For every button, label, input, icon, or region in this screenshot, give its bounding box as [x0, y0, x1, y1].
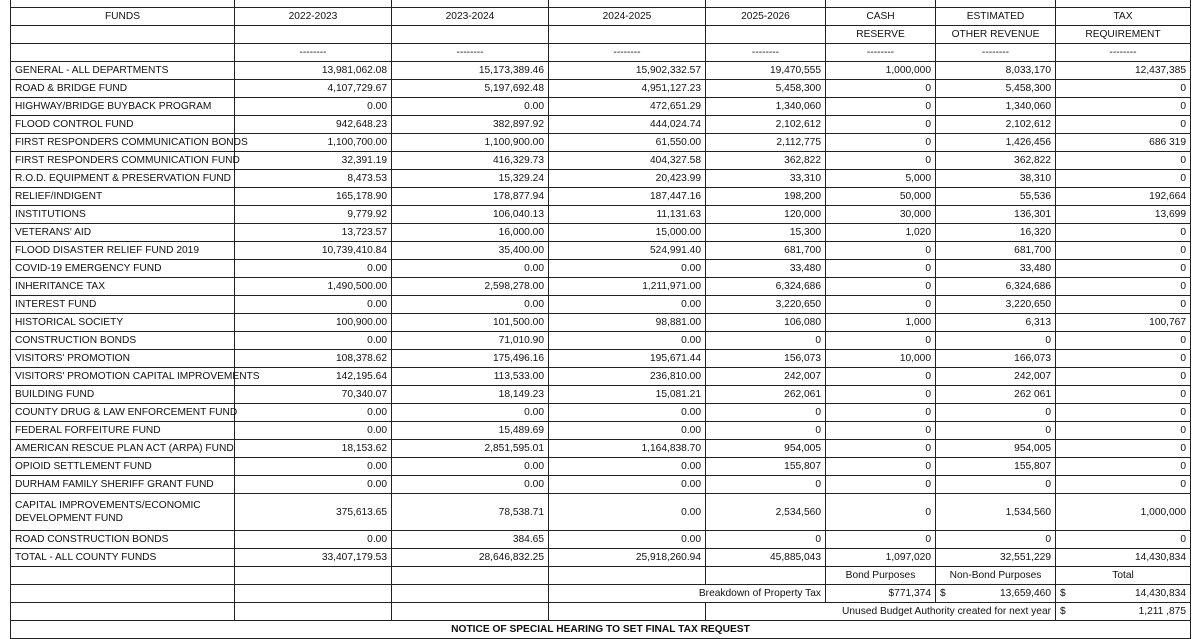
expense-2023-2024: 2,851,595.01 — [392, 440, 549, 458]
fund-name: FEDERAL FORFEITURE FUND — [11, 422, 235, 440]
header-row-1 — [11, 8, 1191, 26]
expense-2024-2025: 61,550.00 — [549, 134, 706, 152]
tax-requirement: 0 — [1056, 386, 1191, 404]
breakdown-header-row — [11, 567, 1191, 585]
unused-budget-row — [11, 603, 1191, 621]
table-row — [11, 494, 1191, 531]
dash-divider: -------- — [392, 44, 549, 62]
other-revenue: 954,005 — [936, 440, 1056, 458]
cash-reserve: 0 — [826, 80, 936, 98]
table-row — [11, 350, 1191, 368]
budget-2025-2026: 198,200 — [706, 188, 826, 206]
header-necessary — [826, 0, 936, 8]
tax-requirement: 12,437,385 — [1056, 62, 1191, 80]
other-revenue: 38,310 — [936, 170, 1056, 188]
expense-2022-2023: 942,648.23 — [235, 116, 392, 134]
other-revenue: 1,340,060 — [936, 98, 1056, 116]
cash-reserve: 0 — [826, 458, 936, 476]
budget-2025-2026: 33,480 — [706, 260, 826, 278]
expense-2022-2023: 0.00 — [235, 404, 392, 422]
fund-name: VETERANS' AID — [11, 224, 235, 242]
expense-2023-2024: 175,496.16 — [392, 350, 549, 368]
expense-2024-2025: 25,918,260.94 — [549, 549, 706, 567]
other-revenue: 1,426,456 — [936, 134, 1056, 152]
tax-requirement: 0 — [1056, 278, 1191, 296]
budget-2025-2026: 2,112,775 — [706, 134, 826, 152]
breakdown-label: Breakdown of Property Tax — [549, 585, 826, 603]
header-year-2025: 2025-2026 — [706, 8, 826, 26]
other-revenue: 136,301 — [936, 206, 1056, 224]
fund-name: GENERAL - ALL DEPARTMENTS — [11, 62, 235, 80]
budget-document — [10, 0, 1190, 635]
expense-2024-2025: 0.00 — [549, 296, 706, 314]
table-row — [11, 458, 1191, 476]
budget-2025-2026: 0 — [706, 531, 826, 549]
dollar-sign: $ — [1060, 606, 1066, 617]
expense-2022-2023: 70,340.07 — [235, 386, 392, 404]
expense-2023-2024: 0.00 — [392, 476, 549, 494]
expense-2022-2023: 108,378.62 — [235, 350, 392, 368]
budget-2025-2026: 45,885,043 — [706, 549, 826, 567]
fund-name: CAPITAL IMPROVEMENTS/ECONOMIC DEVELOPMENT FUND — [11, 494, 235, 531]
cash-reserve: 1,020 — [826, 224, 936, 242]
cash-reserve: 0 — [826, 134, 936, 152]
fund-name: R.O.D. EQUIPMENT & PRESERVATION FUND — [11, 170, 235, 188]
header-dashes-row — [11, 44, 1191, 62]
expense-2024-2025: 0.00 — [549, 404, 706, 422]
header-cash: CASH — [826, 8, 936, 26]
expense-2024-2025: 15,902,332.57 — [549, 62, 706, 80]
table-row — [11, 206, 1191, 224]
tax-requirement: 0 — [1056, 440, 1191, 458]
other-revenue: 262 061 — [936, 386, 1056, 404]
fund-name: COUNTY DRUG & LAW ENFORCEMENT FUND — [11, 404, 235, 422]
non-bond-value: 13,659,460 — [1000, 588, 1051, 599]
fund-name: ROAD & BRIDGE FUND — [11, 80, 235, 98]
budget-2025-2026: 362,822 — [706, 152, 826, 170]
header-year-2022: 2022-2023 — [235, 8, 392, 26]
tax-requirement: 0 — [1056, 242, 1191, 260]
fund-name: OPIOID SETTLEMENT FUND — [11, 458, 235, 476]
table-row — [11, 332, 1191, 350]
other-revenue: 362,822 — [936, 152, 1056, 170]
expense-2024-2025: 15,081.21 — [549, 386, 706, 404]
expense-2023-2024: 2,598,278.00 — [392, 278, 549, 296]
expense-2024-2025: 444,024.74 — [549, 116, 706, 134]
other-revenue: 3,220,650 — [936, 296, 1056, 314]
expense-2022-2023: 8,473.53 — [235, 170, 392, 188]
cash-reserve: 0 — [826, 296, 936, 314]
fund-name: INTEREST FUND — [11, 296, 235, 314]
expense-2022-2023: 9,779.92 — [235, 206, 392, 224]
expense-2024-2025: 0.00 — [549, 332, 706, 350]
header-expense-1 — [235, 0, 392, 8]
budget-2025-2026: 33,310 — [706, 170, 826, 188]
header-expense-3 — [549, 0, 706, 8]
budget-2025-2026: 156,073 — [706, 350, 826, 368]
other-revenue: 0 — [936, 531, 1056, 549]
clipped-header-row — [11, 0, 1191, 8]
tax-requirement: 686 319 — [1056, 134, 1191, 152]
expense-2022-2023: 0.00 — [235, 98, 392, 116]
fund-name: VISITORS' PROMOTION CAPITAL IMPROVEMENTS — [11, 368, 235, 386]
expense-2024-2025: 11,131.63 — [549, 206, 706, 224]
fund-name: BUILDING FUND — [11, 386, 235, 404]
budget-2025-2026: 19,470,555 — [706, 62, 826, 80]
expense-2022-2023: 0.00 — [235, 332, 392, 350]
budget-2025-2026: 0 — [706, 422, 826, 440]
expense-2023-2024: 0.00 — [392, 404, 549, 422]
expense-2022-2023: 165,178.90 — [235, 188, 392, 206]
expense-2022-2023: 0.00 — [235, 296, 392, 314]
dash-divider: -------- — [826, 44, 936, 62]
table-row — [11, 549, 1191, 567]
expense-2024-2025: 0.00 — [549, 494, 706, 531]
bond-purposes-label: Bond Purposes — [826, 567, 936, 585]
table-row — [11, 314, 1191, 332]
fund-name: FIRST RESPONDERS COMMUNICATION BONDS — [11, 134, 235, 152]
cash-reserve: 0 — [826, 440, 936, 458]
expense-2022-2023: 100,900.00 — [235, 314, 392, 332]
total-value: 14,430,834 — [1135, 588, 1186, 599]
fund-name: ROAD CONSTRUCTION BONDS — [11, 531, 235, 549]
expense-2024-2025: 1,211,971.00 — [549, 278, 706, 296]
tax-requirement: 0 — [1056, 80, 1191, 98]
fund-name: DURHAM FAMILY SHERIFF GRANT FUND — [11, 476, 235, 494]
breakdown-row — [11, 585, 1191, 603]
table-row — [11, 476, 1191, 494]
expense-2024-2025: 4,951,127.23 — [549, 80, 706, 98]
notice-row — [11, 621, 1191, 639]
fund-name: FLOOD DISASTER RELIEF FUND 2019 — [11, 242, 235, 260]
header-year-2023: 2023-2024 — [392, 8, 549, 26]
header-estimated: ESTIMATED — [936, 8, 1056, 26]
expense-2022-2023: 0.00 — [235, 422, 392, 440]
expense-2023-2024: 5,197,692.48 — [392, 80, 549, 98]
unused-budget-cell — [1056, 603, 1191, 621]
header-requirement: REQUIREMENT — [1056, 26, 1191, 44]
non-bond-cell — [936, 585, 1056, 603]
table-row — [11, 152, 1191, 170]
other-revenue: 33,480 — [936, 260, 1056, 278]
non-bond-purposes-label: Non-Bond Purposes — [936, 567, 1056, 585]
expense-2023-2024: 101,500.00 — [392, 314, 549, 332]
expense-2022-2023: 4,107,729.67 — [235, 80, 392, 98]
cash-reserve: 0 — [826, 152, 936, 170]
expense-2023-2024: 16,000.00 — [392, 224, 549, 242]
expense-2023-2024: 18,149.23 — [392, 386, 549, 404]
header-row-2 — [11, 26, 1191, 44]
table-row — [11, 404, 1191, 422]
total-cell — [1056, 585, 1191, 603]
unused-budget-value: 1,211 ,875 — [1138, 606, 1186, 617]
expense-2022-2023: 0.00 — [235, 458, 392, 476]
dash-divider: -------- — [936, 44, 1056, 62]
cash-reserve: 0 — [826, 116, 936, 134]
expense-2023-2024: 416,329.73 — [392, 152, 549, 170]
budget-2025-2026: 954,005 — [706, 440, 826, 458]
budget-2025-2026: 5,458,300 — [706, 80, 826, 98]
expense-2022-2023: 0.00 — [235, 476, 392, 494]
other-revenue: 16,320 — [936, 224, 1056, 242]
expense-2023-2024: 71,010.90 — [392, 332, 549, 350]
other-revenue: 0 — [936, 422, 1056, 440]
dash-divider: -------- — [1056, 44, 1191, 62]
expense-2022-2023: 10,739,410.84 — [235, 242, 392, 260]
expense-2023-2024: 78,538.71 — [392, 494, 549, 531]
cash-reserve: 1,097,020 — [826, 549, 936, 567]
budget-2025-2026: 6,324,686 — [706, 278, 826, 296]
tax-requirement: 13,699 — [1056, 206, 1191, 224]
expense-2024-2025: 1,164,838.70 — [549, 440, 706, 458]
table-row — [11, 531, 1191, 549]
tax-requirement: 0 — [1056, 152, 1191, 170]
notice-heading: NOTICE OF SPECIAL HEARING TO SET FINAL TAX REQUEST — [11, 621, 1191, 639]
fund-name: INHERITANCE TAX — [11, 278, 235, 296]
expense-2022-2023: 0.00 — [235, 260, 392, 278]
table-row — [11, 386, 1191, 404]
expense-2023-2024: 0.00 — [392, 296, 549, 314]
budget-2025-2026: 242,007 — [706, 368, 826, 386]
expense-2022-2023: 18,153.62 — [235, 440, 392, 458]
other-revenue: 166,073 — [936, 350, 1056, 368]
tax-requirement: 0 — [1056, 170, 1191, 188]
fund-name: HIGHWAY/BRIDGE BUYBACK PROGRAM — [11, 98, 235, 116]
expense-2023-2024: 113,533.00 — [392, 368, 549, 386]
cash-reserve: 30,000 — [826, 206, 936, 224]
header-property — [1056, 0, 1191, 8]
expense-2022-2023: 13,723.57 — [235, 224, 392, 242]
fund-name: INSTITUTIONS — [11, 206, 235, 224]
expense-2023-2024: 384.65 — [392, 531, 549, 549]
budget-2025-2026: 0 — [706, 476, 826, 494]
other-revenue: 5,458,300 — [936, 80, 1056, 98]
expense-2023-2024: 106,040.13 — [392, 206, 549, 224]
expense-2023-2024: 15,329.24 — [392, 170, 549, 188]
cash-reserve: 0 — [826, 386, 936, 404]
expense-2023-2024: 15,173,389.46 — [392, 62, 549, 80]
budget-2025-2026: 2,534,560 — [706, 494, 826, 531]
expense-2023-2024: 35,400.00 — [392, 242, 549, 260]
tax-requirement: 0 — [1056, 98, 1191, 116]
expense-2024-2025: 98,881.00 — [549, 314, 706, 332]
fund-name: FLOOD CONTROL FUND — [11, 116, 235, 134]
tax-requirement: 0 — [1056, 531, 1191, 549]
cash-reserve: 5,000 — [826, 170, 936, 188]
tax-requirement: 0 — [1056, 296, 1191, 314]
expense-2022-2023: 32,391.19 — [235, 152, 392, 170]
fund-name: COVID-19 EMERGENCY FUND — [11, 260, 235, 278]
other-revenue: 681,700 — [936, 242, 1056, 260]
table-row — [11, 368, 1191, 386]
tax-requirement: 0 — [1056, 404, 1191, 422]
fund-name: FIRST RESPONDERS COMMUNICATION FUND — [11, 152, 235, 170]
budget-2025-2026: 155,807 — [706, 458, 826, 476]
expense-2024-2025: 524,991.40 — [549, 242, 706, 260]
dollar-sign: $ — [1060, 588, 1066, 599]
tax-requirement: 0 — [1056, 116, 1191, 134]
cash-reserve: 0 — [826, 260, 936, 278]
table-row — [11, 242, 1191, 260]
expense-2023-2024: 178,877.94 — [392, 188, 549, 206]
expense-2022-2023: 1,100,700.00 — [235, 134, 392, 152]
expense-2024-2025: 20,423.99 — [549, 170, 706, 188]
dash-divider: -------- — [706, 44, 826, 62]
cash-reserve: 0 — [826, 278, 936, 296]
budget-table — [10, 0, 1191, 639]
cash-reserve: 0 — [826, 494, 936, 531]
expense-2024-2025: 0.00 — [549, 422, 706, 440]
expense-2022-2023: 375,613.65 — [235, 494, 392, 531]
total-label: Total — [1056, 567, 1191, 585]
header-reserve: RESERVE — [826, 26, 936, 44]
budget-2025-2026: 120,000 — [706, 206, 826, 224]
budget-2025-2026: 0 — [706, 404, 826, 422]
cash-reserve: 0 — [826, 98, 936, 116]
expense-2024-2025: 15,000.00 — [549, 224, 706, 242]
other-revenue: 32,551,229 — [936, 549, 1056, 567]
header-hand-and — [936, 0, 1056, 8]
fund-name: AMERICAN RESCUE PLAN ACT (ARPA) FUND — [11, 440, 235, 458]
budget-2025-2026: 15,300 — [706, 224, 826, 242]
other-revenue: 0 — [936, 332, 1056, 350]
header-year-2024: 2024-2025 — [549, 8, 706, 26]
cash-reserve: 10,000 — [826, 350, 936, 368]
expense-2024-2025: 187,447.16 — [549, 188, 706, 206]
budget-2025-2026: 1,340,060 — [706, 98, 826, 116]
fund-name: RELIEF/INDIGENT — [11, 188, 235, 206]
table-row — [11, 224, 1191, 242]
other-revenue: 6,313 — [936, 314, 1056, 332]
tax-requirement: 0 — [1056, 368, 1191, 386]
unused-budget-label: Unused Budget Authority created for next year — [706, 603, 1056, 621]
budget-2025-2026: 106,080 — [706, 314, 826, 332]
expense-2023-2024: 382,897.92 — [392, 116, 549, 134]
table-row — [11, 422, 1191, 440]
expense-2024-2025: 236,810.00 — [549, 368, 706, 386]
dollar-sign: $ — [940, 588, 946, 599]
cash-reserve: 1,000,000 — [826, 62, 936, 80]
table-row — [11, 116, 1191, 134]
expense-2022-2023: 142,195.64 — [235, 368, 392, 386]
other-revenue: 6,324,686 — [936, 278, 1056, 296]
expense-2024-2025: 0.00 — [549, 458, 706, 476]
other-revenue: 0 — [936, 404, 1056, 422]
expense-2024-2025: 0.00 — [549, 531, 706, 549]
budget-2025-2026: 262,061 — [706, 386, 826, 404]
budget-2025-2026: 3,220,650 — [706, 296, 826, 314]
dash-divider: -------- — [549, 44, 706, 62]
table-row — [11, 296, 1191, 314]
cash-reserve: 0 — [826, 368, 936, 386]
other-revenue: 2,102,612 — [936, 116, 1056, 134]
header-expense-2 — [392, 0, 549, 8]
tax-requirement: 192,664 — [1056, 188, 1191, 206]
fund-name: HISTORICAL SOCIETY — [11, 314, 235, 332]
tax-requirement: 14,430,834 — [1056, 549, 1191, 567]
fund-name: TOTAL - ALL COUNTY FUNDS — [11, 549, 235, 567]
expense-2024-2025: 0.00 — [549, 260, 706, 278]
cash-reserve: 50,000 — [826, 188, 936, 206]
budget-2025-2026: 2,102,612 — [706, 116, 826, 134]
table-row — [11, 134, 1191, 152]
table-row — [11, 80, 1191, 98]
cash-reserve: 0 — [826, 404, 936, 422]
expense-2023-2024: 1,100,900.00 — [392, 134, 549, 152]
cash-reserve: 0 — [826, 476, 936, 494]
table-row — [11, 260, 1191, 278]
expense-2022-2023: 1,490,500.00 — [235, 278, 392, 296]
header-other-revenue: OTHER REVENUE — [936, 26, 1056, 44]
table-row — [11, 278, 1191, 296]
other-revenue: 155,807 — [936, 458, 1056, 476]
cash-reserve: 0 — [826, 422, 936, 440]
bond-value: $771,374 — [826, 585, 936, 603]
expense-2023-2024: 15,489.69 — [392, 422, 549, 440]
expense-2023-2024: 0.00 — [392, 98, 549, 116]
expense-2024-2025: 0.00 — [549, 476, 706, 494]
tax-requirement: 0 — [1056, 332, 1191, 350]
other-revenue: 242,007 — [936, 368, 1056, 386]
tax-requirement: 0 — [1056, 350, 1191, 368]
expense-2022-2023: 33,407,179.53 — [235, 549, 392, 567]
tax-requirement: 100,767 — [1056, 314, 1191, 332]
expense-2023-2024: 28,646,832.25 — [392, 549, 549, 567]
header-funds: FUNDS — [11, 8, 235, 26]
fund-name: VISITORS' PROMOTION — [11, 350, 235, 368]
table-row — [11, 170, 1191, 188]
other-revenue: 8,033,170 — [936, 62, 1056, 80]
table-row — [11, 98, 1191, 116]
table-row — [11, 440, 1191, 458]
expense-2022-2023: 13,981,062.08 — [235, 62, 392, 80]
expense-2024-2025: 472,651.29 — [549, 98, 706, 116]
cash-reserve: 0 — [826, 242, 936, 260]
dash-divider: -------- — [235, 44, 392, 62]
other-revenue: 1,534,560 — [936, 494, 1056, 531]
tax-requirement: 0 — [1056, 422, 1191, 440]
cash-reserve: 1,000 — [826, 314, 936, 332]
expense-2024-2025: 195,671.44 — [549, 350, 706, 368]
fund-name: CONSTRUCTION BONDS — [11, 332, 235, 350]
expense-2022-2023: 0.00 — [235, 531, 392, 549]
expense-2023-2024: 0.00 — [392, 458, 549, 476]
table-row — [11, 62, 1191, 80]
budget-2025-2026: 0 — [706, 332, 826, 350]
table-row — [11, 188, 1191, 206]
header-tax: TAX — [1056, 8, 1191, 26]
cash-reserve: 0 — [826, 531, 936, 549]
header-budget — [706, 0, 826, 8]
other-revenue: 0 — [936, 476, 1056, 494]
tax-requirement: 1,000,000 — [1056, 494, 1191, 531]
tax-requirement: 0 — [1056, 260, 1191, 278]
expense-2023-2024: 0.00 — [392, 260, 549, 278]
tax-requirement: 0 — [1056, 224, 1191, 242]
tax-requirement: 0 — [1056, 476, 1191, 494]
budget-2025-2026: 681,700 — [706, 242, 826, 260]
tax-requirement: 0 — [1056, 458, 1191, 476]
cash-reserve: 0 — [826, 332, 936, 350]
expense-2024-2025: 404,327.58 — [549, 152, 706, 170]
other-revenue: 55,536 — [936, 188, 1056, 206]
